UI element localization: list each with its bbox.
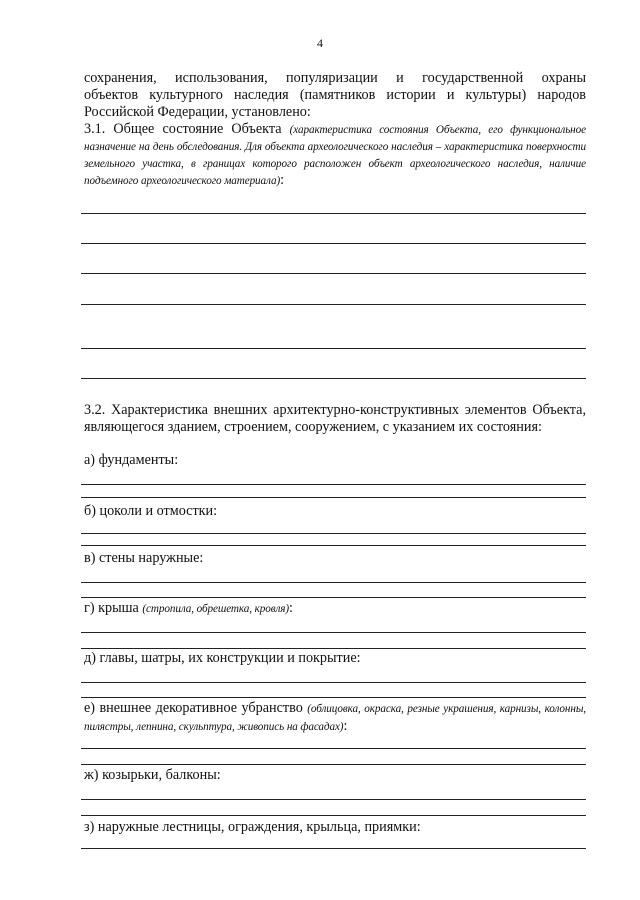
item-label: д) главы, шатры, их конструкции и покрытие: — [84, 650, 361, 666]
item-label: б) цоколи и отмостки: — [84, 503, 218, 519]
section-3-1 — [84, 121, 586, 189]
fill-line[interactable] — [81, 348, 586, 349]
fill-line[interactable] — [81, 848, 586, 849]
item-note: (облицовка, окраска, резные украшения, карнизы, колонны, пилястры, лепнина, скульптура, живопись на фасадах) — [84, 703, 586, 733]
fill-line[interactable] — [81, 697, 586, 698]
fill-line[interactable] — [81, 484, 586, 485]
fill-line[interactable] — [81, 648, 586, 649]
fill-line[interactable] — [81, 243, 586, 244]
fill-line[interactable] — [81, 497, 586, 498]
fill-line[interactable] — [81, 304, 586, 305]
fill-line[interactable] — [81, 764, 586, 765]
section-3-1-suffix: : — [280, 172, 285, 188]
item-label: е) внешнее декоративное убранство — [84, 700, 308, 716]
fill-line[interactable] — [81, 533, 586, 534]
item-suffix: : — [289, 600, 293, 616]
fill-line[interactable] — [81, 597, 586, 598]
item-label: г) крыша — [84, 600, 143, 616]
section-3-2-heading: 3.2. Характеристика внешних архитектурно-конструктивных элементов Объекта, являющегося зданием, строением, сооружением, с указанием их состояния: — [84, 402, 586, 435]
fill-line[interactable] — [81, 582, 586, 583]
item-canopies — [84, 767, 586, 783]
intro-line-3: Российской Федерации, установлено: — [84, 104, 311, 120]
item-stairs — [84, 819, 586, 835]
item-walls — [84, 550, 586, 566]
item-suffix: : — [343, 718, 348, 734]
item-label: в) стены наружные: — [84, 550, 204, 566]
fill-line[interactable] — [81, 815, 586, 816]
fill-line[interactable] — [81, 273, 586, 274]
fill-line[interactable] — [81, 378, 586, 379]
item-label: а) фундаменты: — [84, 452, 179, 468]
item-label: з) наружные лестницы, ограждения, крыльца, приямки: — [84, 819, 421, 835]
fill-line[interactable] — [81, 682, 586, 683]
fill-line[interactable] — [81, 545, 586, 546]
item-note: (стропила, обрешетка, кровля) — [142, 603, 290, 615]
fill-line[interactable] — [81, 213, 586, 214]
item-label: ж) козырьки, балконы: — [84, 767, 221, 783]
fill-line[interactable] — [81, 799, 586, 800]
intro-line-2: объектов культурного наследия (памятников истории и культуры) народов — [84, 87, 586, 103]
item-plinths — [84, 503, 586, 519]
item-domes — [84, 650, 586, 666]
fill-line[interactable] — [81, 632, 586, 633]
item-foundations — [84, 452, 586, 468]
page-number: 4 — [317, 36, 323, 50]
section-3-1-note: (характеристика состояния Объекта, его функциональное назначение на день обследования. Для объекта археологического наследия – характеристика поверхности земельного участка, в границах которого расположен объект археологического наследия, наличие подъемного археологического материала) — [84, 124, 586, 187]
fill-line[interactable] — [81, 748, 586, 749]
item-roof — [84, 600, 586, 617]
section-3-1-heading: 3.1. Общее состояние Объекта — [84, 121, 282, 137]
intro-line-1: сохранения, использования, популяризации и государственной охраны — [84, 70, 586, 86]
item-decor — [84, 700, 586, 736]
